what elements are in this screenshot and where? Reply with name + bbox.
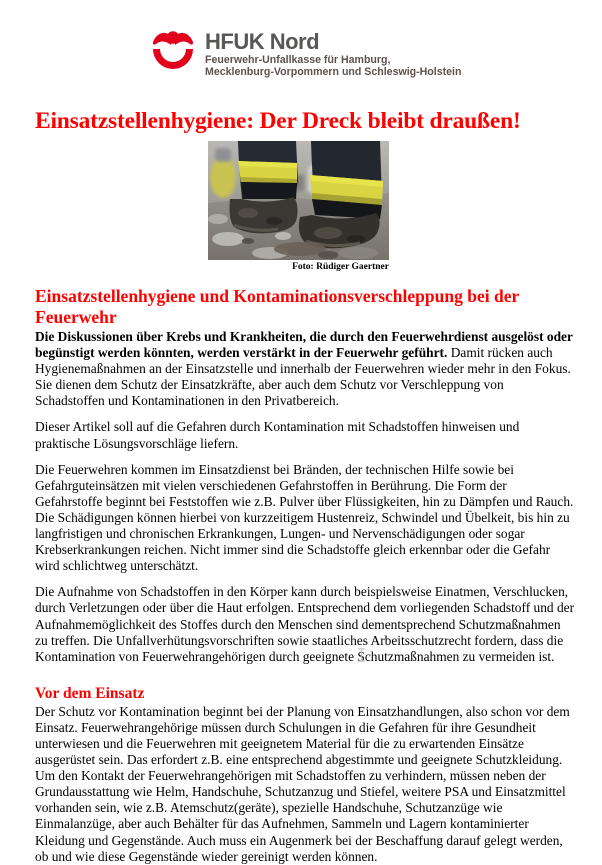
logo-title: HFUK Nord xyxy=(205,29,320,54)
hfuk-logo xyxy=(150,28,576,88)
i-beam-cursor-icon xyxy=(356,647,367,668)
section-heading-kontamination: Einsatzstellenhygiene und Kontaminationsverschleppung bei der Feuerwehr xyxy=(35,286,519,327)
logo-subtitle-line1: Feuerwehr-Unfallkasse für Hamburg, xyxy=(205,54,391,66)
paragraph-aufnahme: Die Aufnahme von Schadstoffen in den Körper kann durch beispielsweise Einatmen, Verschlucken, durch Verletzungen oder über die Haut erfolgen. Entsprechend dem vorliegenden Schadstoff und der Aufnahmemöglichkeit des Stoffes durch den Menschen sind dementsprechend Schutzmaßnahmen zu treffen. Die Unfallverhütungsvorschriften sowie staatliches Arbeitsschutzrecht fordern, dass die Kontamination von Feuerwehrangehörigen durch geeignete Schutzmaßnahmen zu vermeiden ist. xyxy=(35,584,575,664)
photo-credit: Foto: Rüdiger Gaertner xyxy=(292,262,389,272)
page-title: Einsatzstellenhygiene: Der Dreck bleibt draußen! xyxy=(35,108,521,134)
paragraph-intro xyxy=(35,329,576,409)
logo-subtitle-line2: Mecklenburg-Vorpommern und Schleswig-Holstein xyxy=(205,66,462,78)
logo-texts xyxy=(205,28,461,78)
photo-figure xyxy=(208,141,389,273)
unfallkasse-person-icon xyxy=(150,29,196,76)
paragraph-artikel: Dieser Artikel soll auf die Gefahren durch Kontamination mit Schadstoffen hinweisen und praktische Lösungsvorschläge liefern. xyxy=(35,419,520,451)
paragraph-gefahrstoffe: Die Feuerwehren kommen im Einsatzdienst bei Bränden, der technischen Hilfe sowie bei Gefahrguteinsätzen mit vielen verschiedenen Gefahrstoffen in Berührung. Die Form der Gefahrstoffe beginnt bei Feststoffen wie z.B. Pulver über Flüssigkeiten, hin zu Dämpfen und Rauch. Die Schädigungen können hierbei von kurzzeitigem Hustenreiz, Schwindel und Übelkeit, bis hin zu langfristigen und chronischen Erkrankungen, Lungen- und Nervenschädigungen oder sogar Krebserkrankungen reichen. Nicht immer sind die Schadstoffe gleich erkennbar oder die Gefahr wird schlichtweg unterschätzt. xyxy=(35,461,574,574)
paragraph-intro-text: Damit rücken auch Hygienemaßnahmen an der Einsatzstelle und innerhalb der Feuerwehren wieder mehr in den Fokus. Sie dienen dem Schutz der Einsatzkräfte, aber auch dem Schutz vor Verschleppung von Schadstoffen und Kontaminationen in den Privatbereich. xyxy=(35,345,571,409)
muddy-firefighter-boots-photo xyxy=(208,141,389,260)
subsection-heading-vor-dem-einsatz: Vor dem Einsatz xyxy=(35,684,145,702)
paragraph-vor-dem-einsatz: Der Schutz vor Kontamination beginnt bei der Planung von Einsatzhandlungen, also schon vor dem Einsatz. Feuerwehrangehörige müssen durch Schulungen in die Gefahren für ihre Gesundheit unterwiesen und die Feuerwehren mit geeignetem Material für die zu erwartenden Einsätze ausgerüstet sein. Das erfordert z.B. eine entsprechend abgestimmte und geeignete Schutzkleidung. Um den Kontakt der Feuerwehrangehörigen mit Schadstoffen zu verhindern, müssen neben der Grundausstattung wie Helm, Handschuhe, Schutzanzug und Stiefel, weitere PSA und Einsatzmittel vorhanden sein, wie z.B. Atemschutz(geräte), spezielle Handschuhe, Schutzanzüge wie Einmalanzüge, aber auch Behälter für das Aufnehmen, Sammeln und Lagern kontaminierter Kleidung und Gegenstände. Auch muss ein Augenmerk bei der Beschaffung darauf gelegt werden, ob und wie diese Gegenstände wieder gereinigt werden können. xyxy=(35,703,570,864)
paragraph-intro-bold-lead: Die Diskussionen über Krebs und Krankheiten, die durch den Feuerwehrdienst ausgelöst oder begünstigt werden könnten, werden verstärkt in der Feuerwehr geführt. xyxy=(35,329,573,361)
